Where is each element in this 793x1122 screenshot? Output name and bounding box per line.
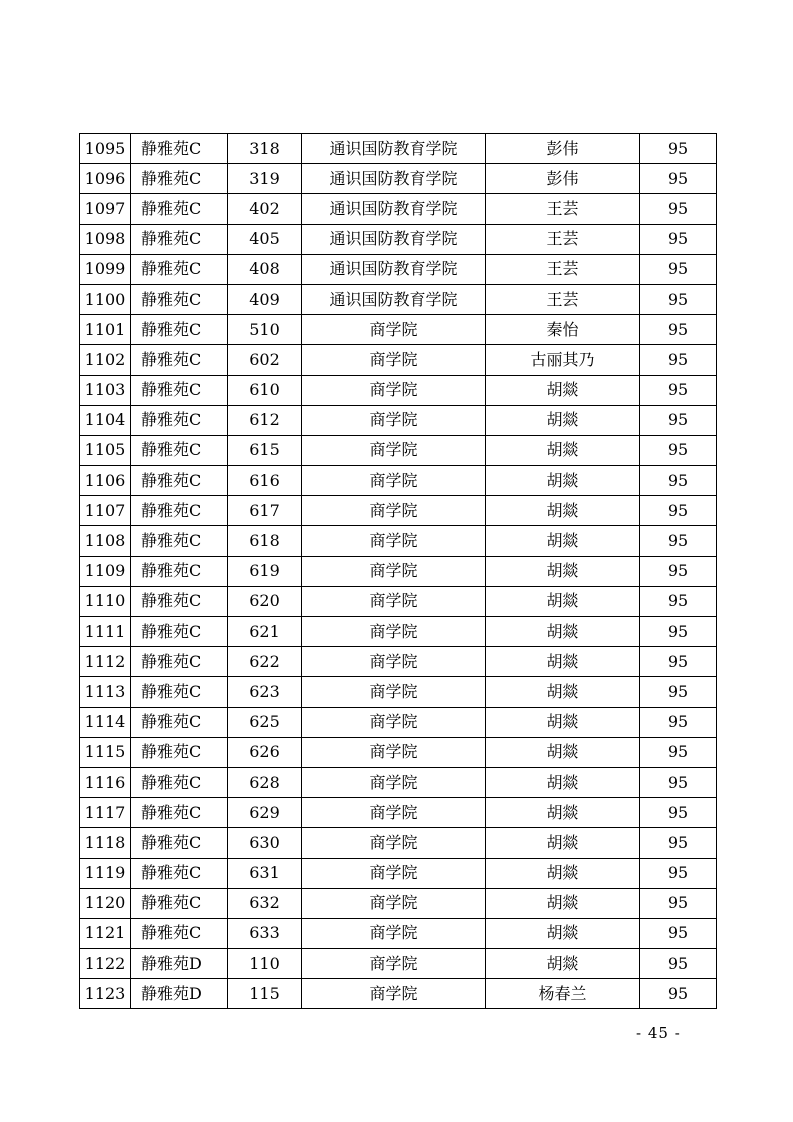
room-cell: 620 <box>228 586 302 616</box>
score-cell: 95 <box>640 315 717 345</box>
room-cell: 621 <box>228 617 302 647</box>
table-row <box>80 617 717 647</box>
building-cell: 静雅苑D <box>131 979 228 1009</box>
building-cell: 静雅苑D <box>131 949 228 979</box>
building-cell: 静雅苑C <box>131 647 228 677</box>
score-cell: 95 <box>640 918 717 948</box>
person-name-cell: 胡燚 <box>486 828 640 858</box>
college-cell: 商学院 <box>302 888 486 918</box>
score-cell: 95 <box>640 979 717 1009</box>
person-name-cell: 胡燚 <box>486 617 640 647</box>
table-row <box>80 798 717 828</box>
row-number-cell: 1109 <box>80 556 131 586</box>
score-cell: 95 <box>640 617 717 647</box>
room-cell: 510 <box>228 315 302 345</box>
person-name-cell: 胡燚 <box>486 556 640 586</box>
table-row <box>80 284 717 314</box>
room-cell: 625 <box>228 707 302 737</box>
score-cell: 95 <box>640 224 717 254</box>
score-cell: 95 <box>640 556 717 586</box>
row-number-cell: 1120 <box>80 888 131 918</box>
college-cell: 商学院 <box>302 586 486 616</box>
score-cell: 95 <box>640 828 717 858</box>
score-cell: 95 <box>640 405 717 435</box>
table-row <box>80 586 717 616</box>
person-name-cell: 杨春兰 <box>486 979 640 1009</box>
room-cell: 619 <box>228 556 302 586</box>
building-cell: 静雅苑C <box>131 435 228 465</box>
score-cell: 95 <box>640 798 717 828</box>
row-number-cell: 1110 <box>80 586 131 616</box>
building-cell: 静雅苑C <box>131 345 228 375</box>
table-row <box>80 405 717 435</box>
room-cell: 629 <box>228 798 302 828</box>
room-cell: 633 <box>228 918 302 948</box>
table-row <box>80 526 717 556</box>
score-cell: 95 <box>640 677 717 707</box>
building-cell: 静雅苑C <box>131 767 228 797</box>
table-row <box>80 164 717 194</box>
row-number-cell: 1102 <box>80 345 131 375</box>
building-cell: 静雅苑C <box>131 164 228 194</box>
row-number-cell: 1119 <box>80 858 131 888</box>
room-cell: 402 <box>228 194 302 224</box>
room-cell: 630 <box>228 828 302 858</box>
score-cell: 95 <box>640 466 717 496</box>
person-name-cell: 胡燚 <box>486 798 640 828</box>
person-name-cell: 胡燚 <box>486 918 640 948</box>
room-cell: 628 <box>228 767 302 797</box>
building-cell: 静雅苑C <box>131 405 228 435</box>
college-cell: 商学院 <box>302 526 486 556</box>
college-cell: 商学院 <box>302 949 486 979</box>
building-cell: 静雅苑C <box>131 194 228 224</box>
college-cell: 通识国防教育学院 <box>302 224 486 254</box>
room-cell: 612 <box>228 405 302 435</box>
room-cell: 631 <box>228 858 302 888</box>
row-number-cell: 1096 <box>80 164 131 194</box>
person-name-cell: 胡燚 <box>486 586 640 616</box>
college-cell: 商学院 <box>302 617 486 647</box>
score-cell: 95 <box>640 284 717 314</box>
room-cell: 602 <box>228 345 302 375</box>
person-name-cell: 王芸 <box>486 254 640 284</box>
table-row <box>80 677 717 707</box>
building-cell: 静雅苑C <box>131 496 228 526</box>
room-cell: 617 <box>228 496 302 526</box>
building-cell: 静雅苑C <box>131 254 228 284</box>
score-cell: 95 <box>640 949 717 979</box>
table-row <box>80 375 717 405</box>
table-row <box>80 918 717 948</box>
table-row <box>80 194 717 224</box>
row-number-cell: 1095 <box>80 134 131 164</box>
college-cell: 商学院 <box>302 979 486 1009</box>
row-number-cell: 1099 <box>80 254 131 284</box>
room-cell: 319 <box>228 164 302 194</box>
person-name-cell: 胡燚 <box>486 707 640 737</box>
person-name-cell: 胡燚 <box>486 466 640 496</box>
row-number-cell: 1106 <box>80 466 131 496</box>
score-cell: 95 <box>640 134 717 164</box>
building-cell: 静雅苑C <box>131 526 228 556</box>
row-number-cell: 1103 <box>80 375 131 405</box>
college-cell: 通识国防教育学院 <box>302 284 486 314</box>
table-row <box>80 466 717 496</box>
building-cell: 静雅苑C <box>131 134 228 164</box>
person-name-cell: 胡燚 <box>486 647 640 677</box>
college-cell: 商学院 <box>302 496 486 526</box>
room-cell: 409 <box>228 284 302 314</box>
score-cell: 95 <box>640 435 717 465</box>
row-number-cell: 1104 <box>80 405 131 435</box>
college-cell: 商学院 <box>302 315 486 345</box>
table-row <box>80 949 717 979</box>
row-number-cell: 1097 <box>80 194 131 224</box>
college-cell: 通识国防教育学院 <box>302 194 486 224</box>
table-row <box>80 435 717 465</box>
room-cell: 408 <box>228 254 302 284</box>
row-number-cell: 1100 <box>80 284 131 314</box>
building-cell: 静雅苑C <box>131 315 228 345</box>
dormitory-score-table-container <box>79 133 716 1009</box>
table-row <box>80 707 717 737</box>
person-name-cell: 古丽其乃 <box>486 345 640 375</box>
row-number-cell: 1105 <box>80 435 131 465</box>
row-number-cell: 1122 <box>80 949 131 979</box>
room-cell: 115 <box>228 979 302 1009</box>
building-cell: 静雅苑C <box>131 224 228 254</box>
row-number-cell: 1112 <box>80 647 131 677</box>
college-cell: 商学院 <box>302 677 486 707</box>
college-cell: 商学院 <box>302 767 486 797</box>
score-cell: 95 <box>640 164 717 194</box>
person-name-cell: 彭伟 <box>486 164 640 194</box>
room-cell: 618 <box>228 526 302 556</box>
table-row <box>80 345 717 375</box>
college-cell: 商学院 <box>302 345 486 375</box>
table-row <box>80 224 717 254</box>
college-cell: 通识国防教育学院 <box>302 134 486 164</box>
table-row <box>80 979 717 1009</box>
person-name-cell: 胡燚 <box>486 526 640 556</box>
person-name-cell: 胡燚 <box>486 737 640 767</box>
building-cell: 静雅苑C <box>131 556 228 586</box>
page-number: - 45 - <box>636 1024 681 1042</box>
row-number-cell: 1107 <box>80 496 131 526</box>
building-cell: 静雅苑C <box>131 858 228 888</box>
room-cell: 405 <box>228 224 302 254</box>
table-row <box>80 496 717 526</box>
row-number-cell: 1116 <box>80 767 131 797</box>
college-cell: 商学院 <box>302 918 486 948</box>
table-row <box>80 828 717 858</box>
score-cell: 95 <box>640 767 717 797</box>
college-cell: 通识国防教育学院 <box>302 254 486 284</box>
room-cell: 623 <box>228 677 302 707</box>
building-cell: 静雅苑C <box>131 828 228 858</box>
score-cell: 95 <box>640 526 717 556</box>
person-name-cell: 胡燚 <box>486 858 640 888</box>
building-cell: 静雅苑C <box>131 798 228 828</box>
room-cell: 610 <box>228 375 302 405</box>
college-cell: 商学院 <box>302 798 486 828</box>
table-row <box>80 134 717 164</box>
table-row <box>80 647 717 677</box>
row-number-cell: 1113 <box>80 677 131 707</box>
person-name-cell: 胡燚 <box>486 767 640 797</box>
dormitory-score-table <box>79 133 717 1009</box>
person-name-cell: 胡燚 <box>486 375 640 405</box>
building-cell: 静雅苑C <box>131 707 228 737</box>
score-cell: 95 <box>640 496 717 526</box>
score-cell: 95 <box>640 737 717 767</box>
building-cell: 静雅苑C <box>131 918 228 948</box>
person-name-cell: 胡燚 <box>486 888 640 918</box>
person-name-cell: 王芸 <box>486 194 640 224</box>
person-name-cell: 胡燚 <box>486 405 640 435</box>
college-cell: 商学院 <box>302 737 486 767</box>
room-cell: 318 <box>228 134 302 164</box>
room-cell: 626 <box>228 737 302 767</box>
college-cell: 商学院 <box>302 647 486 677</box>
table-row <box>80 888 717 918</box>
table-row <box>80 556 717 586</box>
college-cell: 商学院 <box>302 858 486 888</box>
table-row <box>80 737 717 767</box>
row-number-cell: 1101 <box>80 315 131 345</box>
person-name-cell: 秦怡 <box>486 315 640 345</box>
building-cell: 静雅苑C <box>131 737 228 767</box>
row-number-cell: 1121 <box>80 918 131 948</box>
room-cell: 615 <box>228 435 302 465</box>
row-number-cell: 1114 <box>80 707 131 737</box>
building-cell: 静雅苑C <box>131 586 228 616</box>
person-name-cell: 胡燚 <box>486 677 640 707</box>
score-cell: 95 <box>640 858 717 888</box>
score-cell: 95 <box>640 194 717 224</box>
table-row <box>80 254 717 284</box>
score-cell: 95 <box>640 647 717 677</box>
person-name-cell: 胡燚 <box>486 435 640 465</box>
score-cell: 95 <box>640 888 717 918</box>
table-row <box>80 315 717 345</box>
room-cell: 616 <box>228 466 302 496</box>
row-number-cell: 1117 <box>80 798 131 828</box>
person-name-cell: 胡燚 <box>486 949 640 979</box>
room-cell: 110 <box>228 949 302 979</box>
college-cell: 商学院 <box>302 466 486 496</box>
person-name-cell: 王芸 <box>486 284 640 314</box>
row-number-cell: 1115 <box>80 737 131 767</box>
row-number-cell: 1118 <box>80 828 131 858</box>
person-name-cell: 彭伟 <box>486 134 640 164</box>
college-cell: 商学院 <box>302 405 486 435</box>
college-cell: 商学院 <box>302 707 486 737</box>
score-cell: 95 <box>640 586 717 616</box>
building-cell: 静雅苑C <box>131 375 228 405</box>
room-cell: 622 <box>228 647 302 677</box>
building-cell: 静雅苑C <box>131 466 228 496</box>
row-number-cell: 1098 <box>80 224 131 254</box>
person-name-cell: 胡燚 <box>486 496 640 526</box>
college-cell: 商学院 <box>302 375 486 405</box>
college-cell: 通识国防教育学院 <box>302 164 486 194</box>
table-row <box>80 767 717 797</box>
person-name-cell: 王芸 <box>486 224 640 254</box>
score-cell: 95 <box>640 254 717 284</box>
score-cell: 95 <box>640 707 717 737</box>
table-row <box>80 858 717 888</box>
college-cell: 商学院 <box>302 435 486 465</box>
row-number-cell: 1123 <box>80 979 131 1009</box>
college-cell: 商学院 <box>302 556 486 586</box>
room-cell: 632 <box>228 888 302 918</box>
score-cell: 95 <box>640 345 717 375</box>
college-cell: 商学院 <box>302 828 486 858</box>
row-number-cell: 1108 <box>80 526 131 556</box>
building-cell: 静雅苑C <box>131 888 228 918</box>
row-number-cell: 1111 <box>80 617 131 647</box>
building-cell: 静雅苑C <box>131 617 228 647</box>
building-cell: 静雅苑C <box>131 677 228 707</box>
building-cell: 静雅苑C <box>131 284 228 314</box>
table-body <box>80 134 717 1009</box>
score-cell: 95 <box>640 375 717 405</box>
